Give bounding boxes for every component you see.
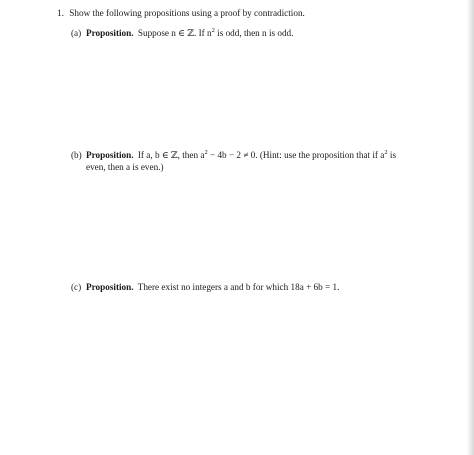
question-1 — [57, 7, 437, 19]
question-number: 1. — [57, 8, 64, 18]
part-c-heading: Proposition. — [86, 282, 134, 292]
part-b-heading: Proposition. — [86, 150, 134, 160]
part-b-text-pre: If a, b ∈ ℤ, then a — [137, 150, 205, 160]
part-b-line-2: even, then a is even.) — [86, 162, 164, 172]
part-a-text-post: is odd, then n is odd. — [214, 28, 294, 38]
part-a-text-pre: Suppose n ∈ ℤ. If n — [137, 28, 212, 38]
part-b-exponent-2: 2 — [384, 148, 388, 156]
page-edge-shadow — [466, 0, 474, 455]
part-c-body — [86, 281, 426, 293]
part-a-heading: Proposition. — [86, 28, 134, 38]
part-a-exponent: 2 — [211, 26, 215, 34]
question-text: Show the following propositions using a proof by contradiction. — [69, 8, 305, 18]
part-a-label: (a) — [71, 28, 82, 38]
part-b-body — [86, 149, 426, 173]
part-b-exponent-1: 2 — [204, 148, 208, 156]
part-b-label: (b) — [71, 150, 82, 160]
part-b-text-end: is — [387, 150, 397, 160]
part-c-text: There exist no integers a and b for which 18a + 6b = 1. — [137, 282, 340, 292]
part-a-body — [86, 27, 426, 39]
part-b-text-mid: − 4b − 2 ≠ 0. (Hint: use the proposition that if a — [207, 150, 385, 160]
part-c-label: (c) — [71, 282, 82, 292]
